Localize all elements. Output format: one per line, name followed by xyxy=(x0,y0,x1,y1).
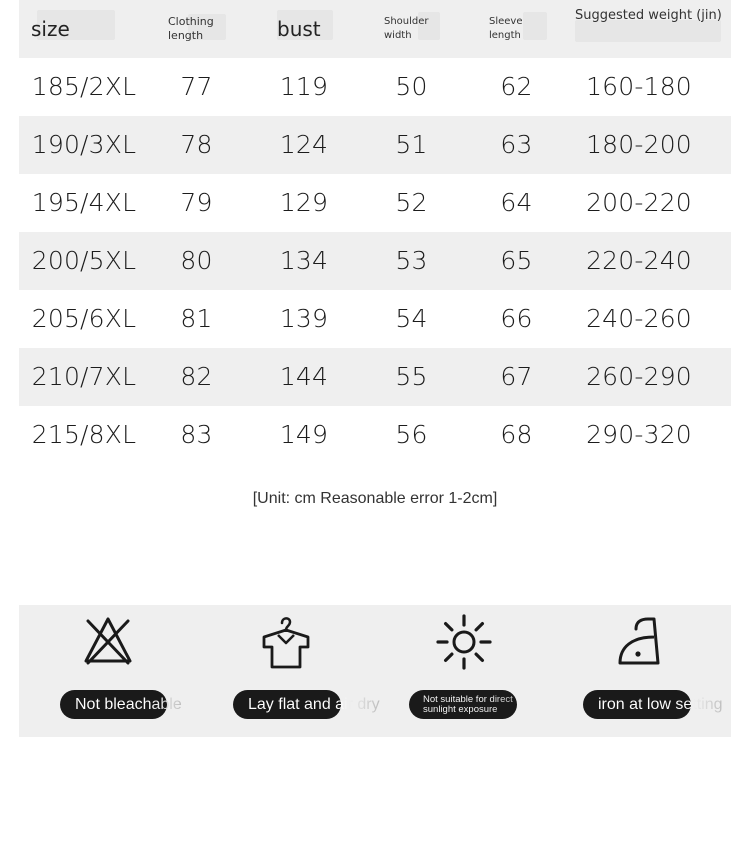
cell-bust: 139 xyxy=(279,304,329,333)
cell-size: 200/5XL xyxy=(31,246,137,275)
cell-suggested-weight: 240-260 xyxy=(586,304,692,333)
header-suggested-weight: Suggested weight (jin) xyxy=(575,0,722,58)
care-label-no-bleach: Not bleachable xyxy=(60,690,167,719)
cell-sleeve-length: 68 xyxy=(500,420,533,449)
cell-suggested-weight: 290-320 xyxy=(586,420,692,449)
cell-bust: 124 xyxy=(279,130,329,159)
cell-size: 185/2XL xyxy=(31,72,137,101)
no-bleach-icon xyxy=(82,613,134,673)
table-row xyxy=(19,174,731,232)
table-row xyxy=(19,406,731,464)
care-item-no-bleach xyxy=(19,605,197,737)
table-header-row xyxy=(19,0,731,58)
iron-low-icon xyxy=(614,613,670,673)
cell-clothing-length: 79 xyxy=(180,188,213,217)
table-body xyxy=(19,58,731,464)
cell-shoulder-width: 54 xyxy=(395,304,428,333)
cell-size: 195/4XL xyxy=(31,188,137,217)
header-size: size xyxy=(31,0,70,58)
cell-bust: 134 xyxy=(279,246,329,275)
cell-bust: 149 xyxy=(279,420,329,449)
table-row xyxy=(19,116,731,174)
header-shoulder-width: Shoulder width xyxy=(384,0,444,58)
cell-size: 205/6XL xyxy=(31,304,137,333)
unit-note: [Unit: cm Reasonable error 1-2cm] xyxy=(252,490,498,507)
cell-shoulder-width: 51 xyxy=(395,130,428,159)
cell-clothing-length: 82 xyxy=(180,362,213,391)
cell-size: 210/7XL xyxy=(31,362,137,391)
cell-shoulder-width: 56 xyxy=(395,420,428,449)
sun-icon xyxy=(435,613,493,675)
care-label-lay-flat: Lay flat and air dry xyxy=(233,690,341,719)
care-label-iron-low: iron at low setting xyxy=(583,690,691,719)
header-bust: bust xyxy=(277,0,321,58)
header-clothing-length: Clothing length xyxy=(168,0,224,58)
cell-sleeve-length: 62 xyxy=(500,72,533,101)
cell-bust: 144 xyxy=(279,362,329,391)
cell-suggested-weight: 200-220 xyxy=(586,188,692,217)
cell-size: 190/3XL xyxy=(31,130,137,159)
cell-shoulder-width: 53 xyxy=(395,246,428,275)
care-label-no-sunlight: Not suitable for direct sunlight exposure xyxy=(409,690,517,719)
cell-shoulder-width: 50 xyxy=(395,72,428,101)
cell-sleeve-length: 67 xyxy=(500,362,533,391)
table-row xyxy=(19,348,731,406)
table-row xyxy=(19,58,731,116)
lay-flat-dry-icon xyxy=(258,613,314,675)
cell-suggested-weight: 220-240 xyxy=(586,246,692,275)
care-instructions-panel xyxy=(19,605,731,737)
cell-suggested-weight: 180-200 xyxy=(586,130,692,159)
cell-clothing-length: 83 xyxy=(180,420,213,449)
cell-sleeve-length: 65 xyxy=(500,246,533,275)
cell-shoulder-width: 52 xyxy=(395,188,428,217)
cell-suggested-weight: 160-180 xyxy=(586,72,692,101)
care-item-lay-flat xyxy=(197,605,380,737)
table-row xyxy=(19,232,731,290)
care-item-no-sunlight xyxy=(375,605,553,737)
cell-shoulder-width: 55 xyxy=(395,362,428,391)
cell-suggested-weight: 260-290 xyxy=(586,362,692,391)
size-chart-table xyxy=(19,0,731,464)
care-item-iron-low xyxy=(553,605,731,737)
cell-sleeve-length: 63 xyxy=(500,130,533,159)
header-sleeve-length: Sleeve length xyxy=(489,0,529,58)
cell-bust: 119 xyxy=(279,72,329,101)
cell-bust: 129 xyxy=(279,188,329,217)
cell-clothing-length: 80 xyxy=(180,246,213,275)
table-row xyxy=(19,290,731,348)
cell-sleeve-length: 64 xyxy=(500,188,533,217)
cell-clothing-length: 81 xyxy=(180,304,213,333)
cell-clothing-length: 78 xyxy=(180,130,213,159)
cell-sleeve-length: 66 xyxy=(500,304,533,333)
cell-size: 215/8XL xyxy=(31,420,137,449)
cell-clothing-length: 77 xyxy=(180,72,213,101)
